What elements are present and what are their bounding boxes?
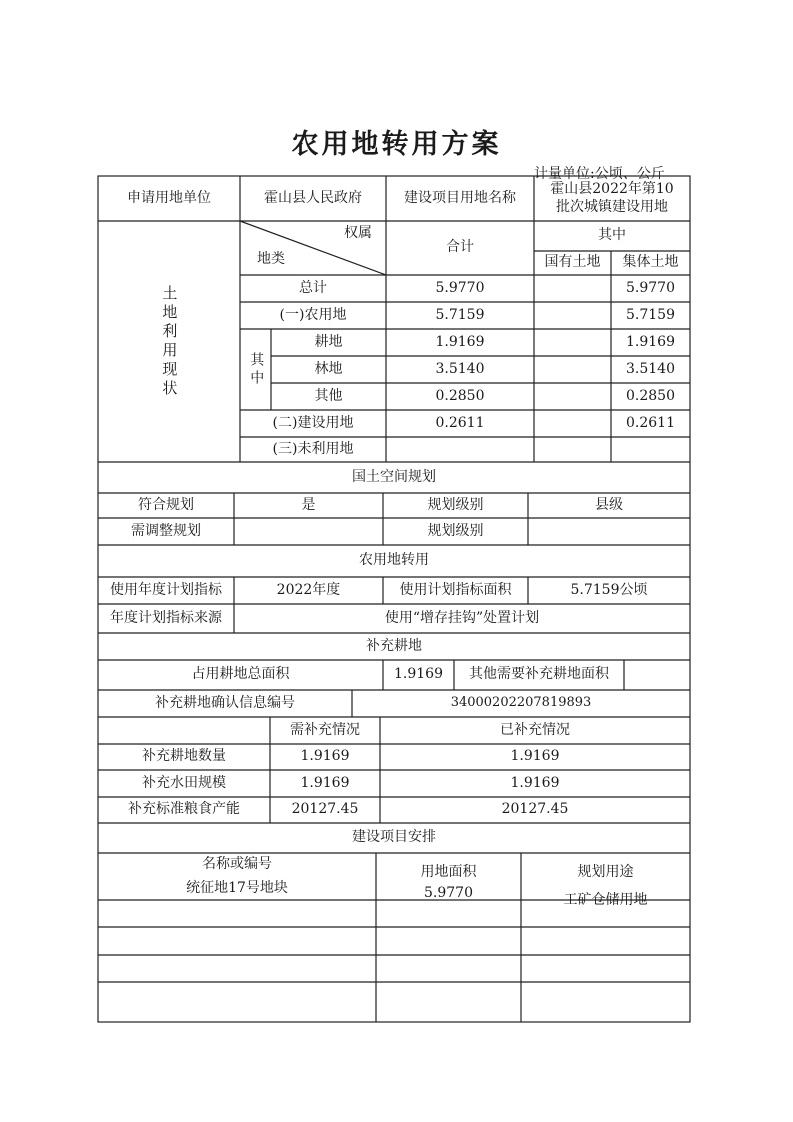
- other-supplement-label: 其他需要补充耕地面积: [469, 666, 609, 683]
- row-label: 其他: [314, 387, 343, 404]
- of-which-label: 其中: [248, 351, 265, 388]
- project-use-header: 规划用途: [577, 864, 634, 881]
- project-name-header: 名称或编号: [202, 856, 272, 873]
- plan-source-label: 年度计划指标来源: [110, 609, 222, 626]
- row-state: [534, 329, 611, 356]
- conform-value: 是: [301, 496, 316, 513]
- page-title: 农用地转用方案: [291, 129, 502, 160]
- project-row-name: [98, 955, 376, 982]
- row-collective: 5.9770: [626, 279, 675, 296]
- supplement-row-label: 补充耕地数量: [142, 748, 226, 765]
- collective-land-header: 集体土地: [622, 254, 679, 271]
- project-name-line2: 批次城镇建设用地: [556, 198, 668, 215]
- project-row-name: [98, 982, 376, 1022]
- projects-section: 建设项目安排: [352, 829, 436, 846]
- supplement-row-need: 1.9169: [300, 748, 350, 765]
- level-value-2: [528, 518, 690, 545]
- row-total: 3.5140: [435, 360, 485, 377]
- diag-ownership: 权属: [344, 225, 372, 242]
- level-label-2: 规划级别: [427, 522, 484, 539]
- state-land-header: 国有土地: [544, 254, 601, 271]
- project-row-area: [376, 955, 521, 982]
- row-state: [534, 356, 611, 383]
- adjust-label: 需调整规划: [131, 522, 201, 539]
- level-value: 县级: [595, 496, 623, 513]
- supplement-row-done: 20127.45: [501, 801, 569, 818]
- project-name: [534, 176, 690, 221]
- adjust-value: [234, 518, 383, 545]
- row-label: 耕地: [314, 333, 343, 350]
- row-total: 5.9770: [435, 279, 485, 296]
- occupied-label: 占用耕地总面积: [191, 666, 290, 683]
- plan-area-label: 使用计划指标面积: [399, 581, 512, 598]
- row-label: (二)建设用地: [272, 414, 354, 431]
- project-row-area: [376, 982, 521, 1022]
- project-row-use: [521, 982, 690, 1022]
- row-total: [386, 437, 534, 462]
- plan-source-value: 使用“增存挂钩”处置计划: [384, 609, 540, 626]
- total-col-header: 合计: [446, 239, 474, 256]
- row-state: [534, 383, 611, 410]
- conform-label: 符合规划: [138, 496, 194, 513]
- row-collective: 0.2850: [626, 387, 675, 404]
- supplement-section: 补充耕地: [366, 637, 422, 654]
- project-area-header: 用地面积: [420, 864, 477, 881]
- need-header: 需补充情况: [290, 721, 360, 738]
- occupied-value: 1.9169: [394, 666, 443, 683]
- confirm-no-value: 34000202207819893: [450, 695, 592, 711]
- row-state: [534, 275, 611, 302]
- row-total: 0.2850: [435, 387, 485, 404]
- project-row-use: [521, 927, 690, 955]
- project-label: 建设项目用地名称: [404, 189, 516, 206]
- row-total: 5.7159: [435, 306, 485, 323]
- applicant-value: 霍山县人民政府: [264, 189, 362, 206]
- year-plan-label: 使用年度计划指标: [110, 581, 222, 598]
- supplement-row-need: 1.9169: [300, 774, 350, 791]
- project-row-area: 5.9770: [424, 885, 473, 902]
- unit-note: 计量单位:公顷、公斤: [534, 166, 665, 182]
- project-row-use: 工矿仓储用地: [563, 892, 648, 909]
- diag-landtype: 地类: [257, 251, 285, 268]
- applicant-label: 申请用地单位: [127, 189, 211, 206]
- supplement-row-label: 补充标准粮食产能: [128, 801, 240, 818]
- project-row-use: [521, 912, 690, 927]
- project-row-name: [98, 900, 376, 927]
- conversion-section: 农用地转用: [359, 552, 429, 569]
- row-collective: 3.5140: [626, 360, 675, 377]
- planning-section: 国土空间规划: [352, 468, 436, 485]
- project-name-line1: 霍山县2022年第10: [550, 181, 674, 197]
- project-row-name: [98, 927, 376, 955]
- row-label: (一)农用地: [279, 306, 347, 323]
- level-label: 规划级别: [427, 496, 484, 513]
- row-state: [534, 437, 611, 462]
- supplement-row-done: 1.9169: [510, 748, 560, 765]
- other-supplement-value: [624, 660, 690, 690]
- project-row-area: [376, 927, 521, 955]
- plan-area-value: 5.7159公顷: [570, 581, 648, 598]
- project-row-area: [376, 900, 521, 927]
- row-label: (三)未利用地: [272, 440, 354, 457]
- row-label: 总计: [299, 279, 327, 296]
- year-plan-value: 2022年度: [276, 581, 341, 598]
- done-header: 已补充情况: [500, 721, 570, 738]
- row-total: 1.9169: [435, 333, 485, 350]
- project-row-use: [521, 955, 690, 982]
- supplement-row-done: 1.9169: [510, 774, 560, 791]
- row-state: [534, 302, 611, 329]
- confirm-no-label: 补充耕地确认信息编号: [155, 694, 295, 711]
- row-collective: 0.2611: [626, 414, 675, 431]
- land-status-label: 土地利用现状: [160, 284, 179, 399]
- project-row-name: 统征地17号地块: [186, 879, 288, 896]
- supplement-row-label: 补充水田规模: [142, 774, 226, 791]
- supplement-row-need: 20127.45: [291, 801, 359, 818]
- row-state: [534, 410, 611, 437]
- row-total: 0.2611: [435, 414, 485, 431]
- row-collective: 1.9169: [626, 333, 675, 350]
- row-label: 林地: [314, 360, 343, 377]
- among-header: 其中: [598, 227, 626, 244]
- row-collective: [611, 437, 690, 462]
- row-collective: 5.7159: [626, 306, 675, 323]
